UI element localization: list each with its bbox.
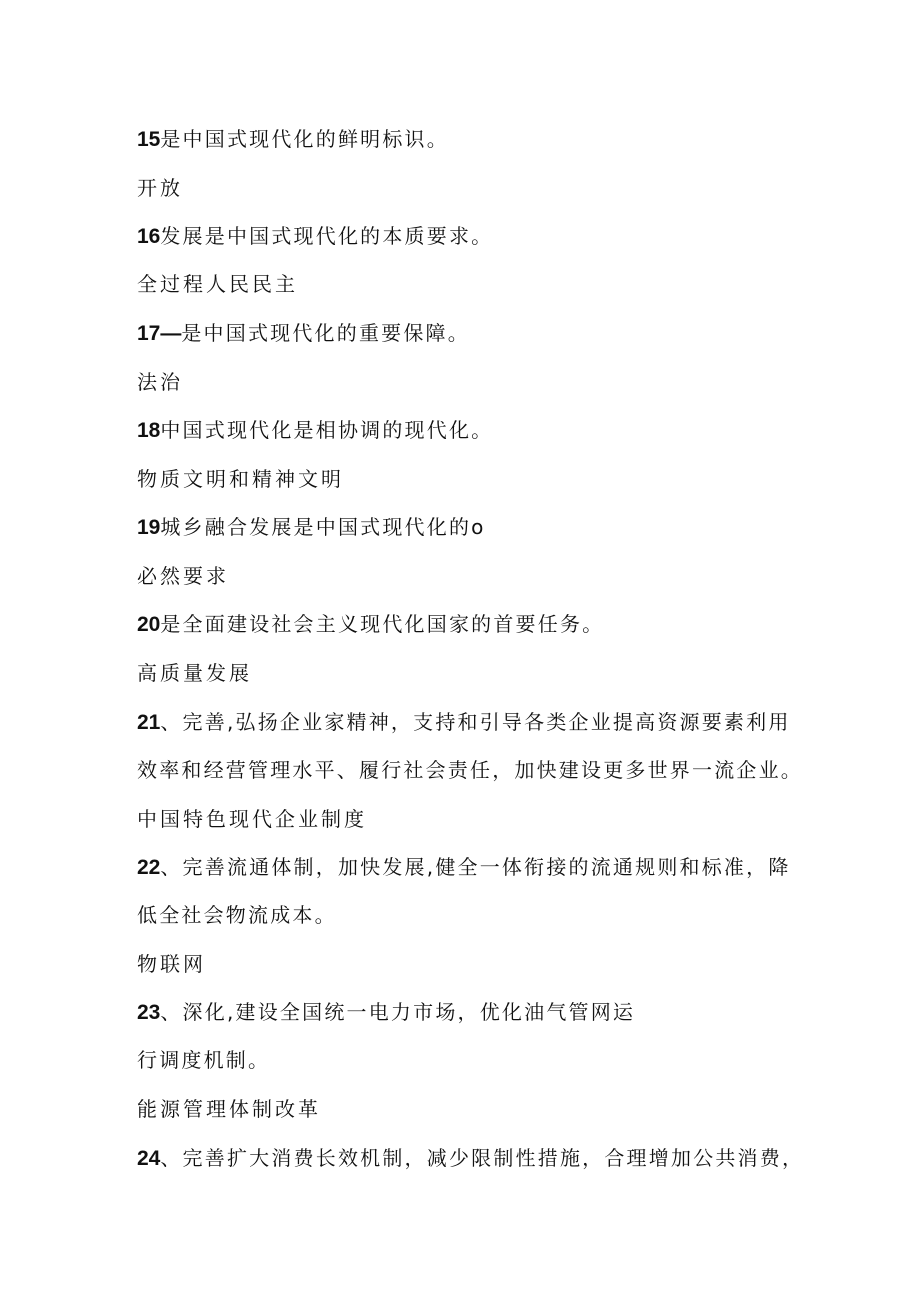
question-22-continued [137, 902, 337, 928]
question-21 [137, 709, 791, 736]
question-text: 、完善,弘扬企业家精神，支持和引导各类企业提高资源要素利用 [160, 710, 791, 734]
question-number: 19 [137, 516, 161, 539]
question-text: 、深化,建设全国统一电力市场，优化油气管网运 [160, 1000, 636, 1024]
answer-23 [137, 1096, 321, 1122]
question-text: 低全社会物流成本。 [137, 903, 337, 927]
question-number: 21 [137, 711, 161, 734]
question-number: 22 [137, 856, 161, 879]
answer-text: 高质量发展 [137, 661, 252, 685]
answer-15 [137, 175, 183, 201]
answer-text: 必然要求 [137, 564, 229, 588]
answer-text: 物联网 [137, 952, 206, 976]
answer-16 [137, 271, 298, 297]
question-number: 23 [137, 1001, 161, 1024]
question-text: 发展是中国式现代化的本质要求。 [160, 224, 494, 248]
answer-22 [137, 951, 206, 977]
question-number: 16 [137, 225, 161, 248]
question-text: 是全面建设社会主义现代化国家的首要任务。 [160, 612, 605, 636]
answer-text: 法治 [137, 370, 183, 394]
question-18 [137, 417, 493, 444]
question-23-continued [137, 1047, 270, 1073]
question-22 [137, 854, 791, 881]
question-23 [137, 999, 635, 1026]
question-number: 24 [137, 1147, 161, 1170]
answer-text: 能源管理体制改革 [137, 1097, 321, 1121]
question-number: 18 [137, 419, 161, 442]
answer-text: 开放 [137, 176, 183, 200]
answer-text: 物质文明和精神文明 [137, 467, 344, 491]
question-number: 15 [137, 128, 161, 151]
question-number: 17— [137, 322, 182, 345]
answer-21 [137, 806, 367, 832]
question-text: 中国式现代化是相协调的现代化。 [160, 418, 494, 442]
question-text: 、完善流通体制，加快发展,健全一体衔接的流通规则和标准，降 [160, 855, 791, 879]
question-16 [137, 223, 493, 250]
question-15 [137, 126, 449, 153]
answer-18 [137, 466, 344, 492]
question-17 [137, 320, 470, 347]
answer-17 [137, 369, 183, 395]
answer-19 [137, 563, 229, 589]
question-text: 是中国式现代化的重要保障。 [181, 321, 470, 345]
question-text: 城乡融合发展是中国式现代化的o [160, 515, 486, 539]
question-21-continued [137, 757, 803, 783]
answer-20 [137, 660, 252, 686]
question-20 [137, 611, 604, 638]
question-text: 是中国式现代化的鲜明标识。 [160, 127, 449, 151]
answer-text: 全过程人民民主 [137, 272, 298, 296]
question-text: 行调度机制。 [137, 1048, 271, 1072]
question-number: 20 [137, 613, 161, 636]
question-text: 效率和经营管理水平、履行社会责任，加快建设更多世界一流企业。 [137, 758, 803, 782]
question-text: 、完善扩大消费长效机制，减少限制性措施，合理增加公共消费， [160, 1146, 805, 1170]
question-24 [137, 1145, 804, 1172]
answer-text: 中国特色现代企业制度 [137, 807, 367, 831]
question-19 [137, 514, 486, 541]
